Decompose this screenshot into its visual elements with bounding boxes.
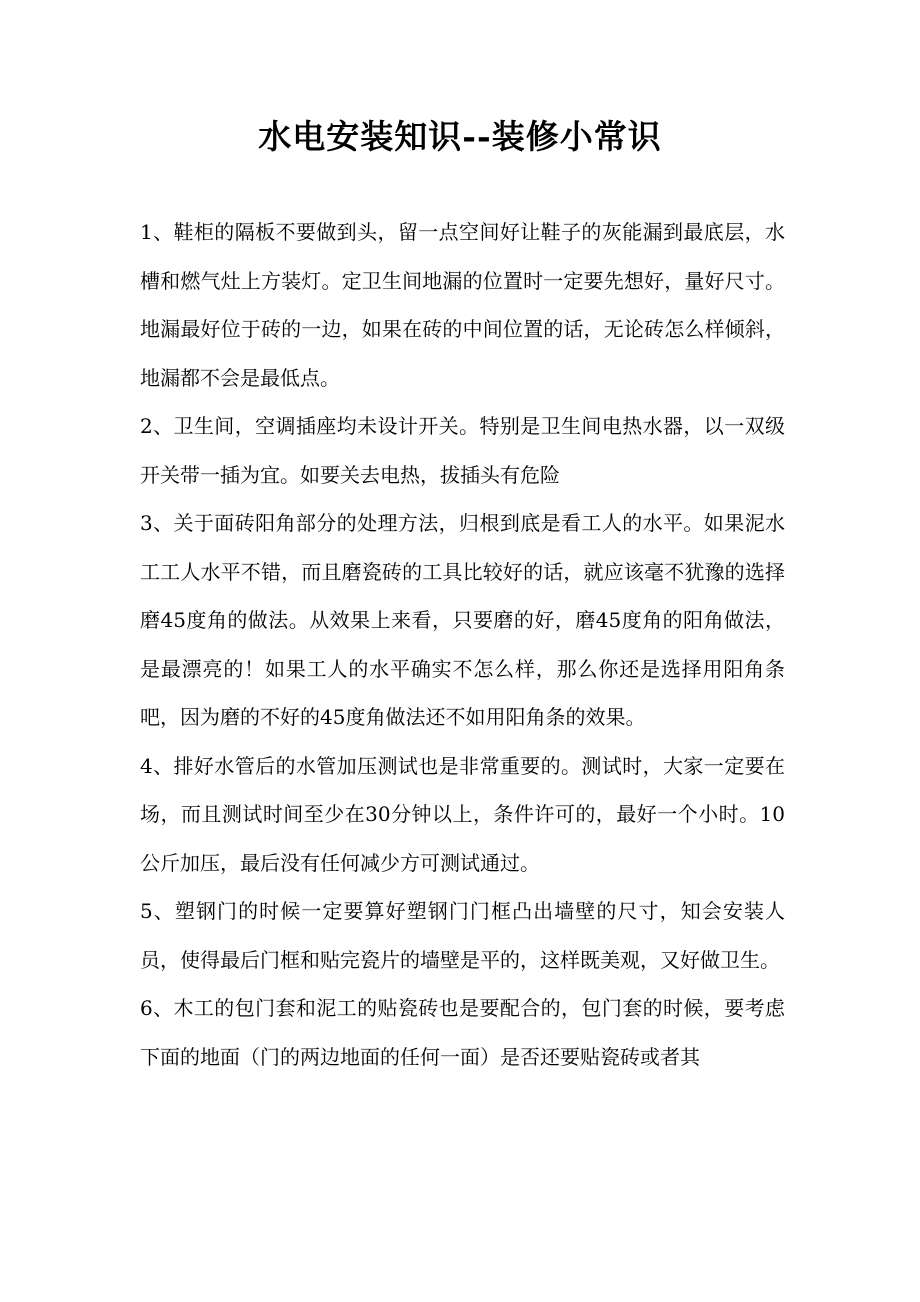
- page-title: 水电安装知识--装修小常识: [258, 117, 662, 156]
- paragraph-3: 3、关于面砖阳角部分的处理方法，归根到底是看工人的水平。如果泥水工工人水平不错，而且磨瓷砖的工具比较好的话，就应该毫不犹豫的选择磨45度角的做法。从效果上来看，只要磨的好，磨45度角的阳角做法，是最漂亮的！如果工人的水平确实不怎么样，那么你还是选择用阳角条吧，因为磨的不好的45度角做法还不如用阳角条的效果。: [140, 511, 785, 729]
- paragraph-6: 6、木工的包门套和泥工的贴瓷砖也是要配合的，包门套的时候，要考虑下面的地面（门的两边地面的任何一面）是否还要贴瓷砖或者其: [140, 996, 785, 1069]
- paragraph-2: 2、卫生间，空调插座均未设计开关。特别是卫生间电热水器，以一双级开关带一插为宜。如要关去电热，拔插头有危险: [140, 414, 785, 487]
- paragraph-1: 1、鞋柜的隔板不要做到头，留一点空间好让鞋子的灰能漏到最底层，水槽和燃气灶上方装灯。定卫生间地漏的位置时一定要先想好，量好尺寸。地漏最好位于砖的一边，如果在砖的中间位置的话，无论砖怎么样倾斜，地漏都不会是最低点。: [140, 220, 785, 390]
- paragraph-5: 5、塑钢门的时候一定要算好塑钢门门框凸出墙壁的尺寸，知会安装人员，使得最后门框和贴完瓷片的墙壁是平的，这样既美观，又好做卫生。: [140, 899, 785, 972]
- paragraph-4: 4、排好水管后的水管加压测试也是非常重要的。测试时，大家一定要在场，而且测试时间至少在30分钟以上，条件许可的，最好一个小时。10公斤加压，最后没有任何减少方可测试通过。: [140, 753, 785, 875]
- document-body: [140, 208, 785, 1081]
